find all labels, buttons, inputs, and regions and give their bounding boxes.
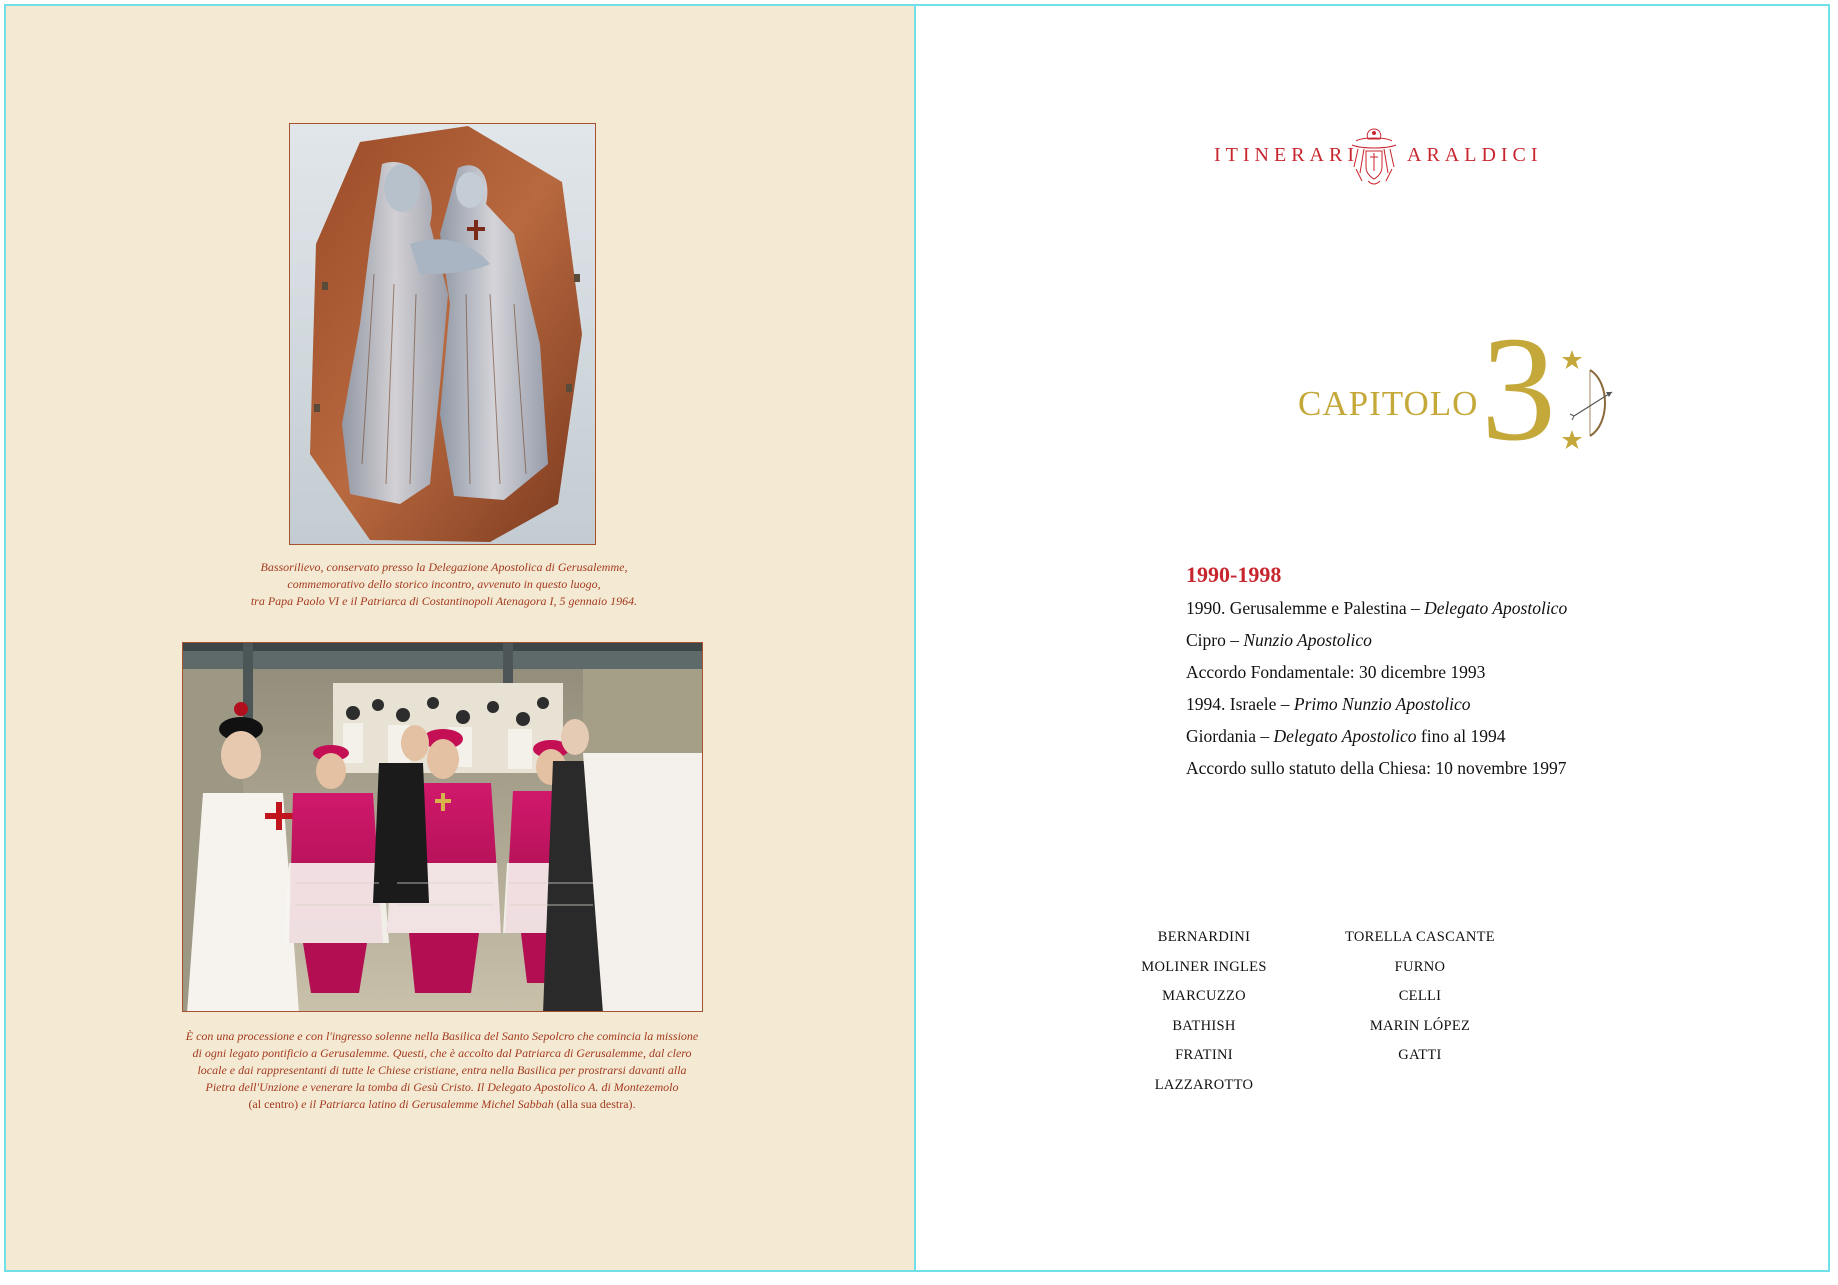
bas-relief-illustration (290, 124, 596, 545)
chapter-number: 3 (1481, 306, 1556, 472)
timeline-row (1186, 592, 1746, 624)
name-item: FURNO (1394, 958, 1446, 975)
procession-caption (162, 1028, 722, 1113)
timeline-row-tail: fino al 1994 (1416, 726, 1506, 746)
timeline-heading: 1990-1998 (1186, 562, 1282, 587)
header-title-right: ARALDICI (1407, 144, 1543, 166)
relief-caption (189, 559, 699, 610)
name-item: CELLI (1398, 988, 1442, 1004)
names-column-2 (1300, 923, 1540, 1071)
name-item: MOLINER INGLES (1141, 958, 1267, 975)
timeline-row-role: Nunzio Apostolico (1243, 630, 1372, 650)
timeline-row-role: Delegato Apostolico (1273, 726, 1417, 746)
timeline-row-text: 1994. Israele – (1186, 694, 1294, 714)
timeline-row-text: 1990. Gerusalemme e Palestina – (1186, 598, 1425, 618)
name-item: MARIN LÓPEZ (1369, 1017, 1471, 1034)
timeline-row (1186, 752, 1746, 784)
name-item: BATHISH (1172, 1017, 1236, 1034)
timeline-row-text: Accordo sullo statuto della Chiesa: 10 novembre 1997 (1186, 758, 1567, 778)
timeline-row (1186, 656, 1746, 688)
header-title-left: ITINERARI (1214, 144, 1359, 166)
name-item: GATTI (1398, 1047, 1442, 1063)
names-column-1 (1084, 923, 1324, 1100)
procession-caption-line: È con una processione e con l'ingresso solenne nella Basilica del Santo Sepolcro che comincia la missione (185, 1029, 699, 1043)
procession-illustration (183, 643, 703, 1012)
relief-caption-line: tra Papa Paolo VI e il Patriarca di Costantinopoli Atenagora I, 5 gennaio 1964. (250, 594, 638, 608)
procession-caption-line-5 (162, 1096, 722, 1113)
timeline-row-text: Accordo Fondamentale: 30 dicembre 1993 (1186, 662, 1486, 682)
name-item: LAZZAROTTO (1154, 1076, 1254, 1093)
relief-caption-line: commemorativo dello storico incontro, avvenuto in questo luogo, (287, 577, 601, 591)
name-item: BERNARDINI (1157, 929, 1251, 945)
timeline (1186, 562, 1746, 784)
chapter-block (1298, 306, 1638, 476)
caption-patriarch-text: e il Patriarca latino di Gerusalemme Michel Sabbah (298, 1097, 557, 1111)
relief-caption-line: Bassorilievo, conservato presso la Delegazione Apostolica di Gerusalemme, (260, 560, 628, 574)
left-page (6, 6, 916, 1270)
timeline-row (1186, 688, 1746, 720)
bow-and-arrow-icon (1560, 346, 1620, 456)
procession-caption-line: locale e dai rappresentanti di tutte le Chiese cristiane, entra nella Basilica per prostrarsi davanti alla (197, 1063, 687, 1077)
coat-of-arms-icon (1348, 127, 1400, 189)
caption-aside-center: (al centro) (248, 1097, 299, 1111)
name-item: MARCUZZO (1162, 988, 1246, 1004)
procession-caption-line: Pietra dell'Unzione e venerare la tomba di Gesù Cristo. Il Delegato Apostolico A. di Montezemolo (205, 1080, 679, 1094)
name-item: TORELLA CASCANTE (1345, 929, 1495, 945)
procession-image (182, 642, 703, 1012)
chapter-label: CAPITOLO (1298, 384, 1479, 423)
running-header (918, 134, 1828, 194)
name-item: FRATINI (1175, 1047, 1233, 1063)
timeline-row (1186, 624, 1746, 656)
timeline-row-text: Giordania – (1186, 726, 1274, 746)
caption-aside-right: (alla sua destra) (556, 1097, 633, 1111)
caption-period: . (632, 1097, 636, 1111)
timeline-row-text: Cipro – (1186, 630, 1244, 650)
bas-relief-image (289, 123, 596, 545)
timeline-row (1186, 720, 1746, 752)
right-page (918, 6, 1828, 1270)
timeline-row-role: Primo Nunzio Apostolico (1293, 694, 1471, 714)
timeline-row-role: Delegato Apostolico (1424, 598, 1568, 618)
procession-caption-line: di ogni legato pontificio a Gerusalemme. Questi, che è accolto dal Patriarca di Gerusalemme, dal clero (192, 1046, 692, 1060)
